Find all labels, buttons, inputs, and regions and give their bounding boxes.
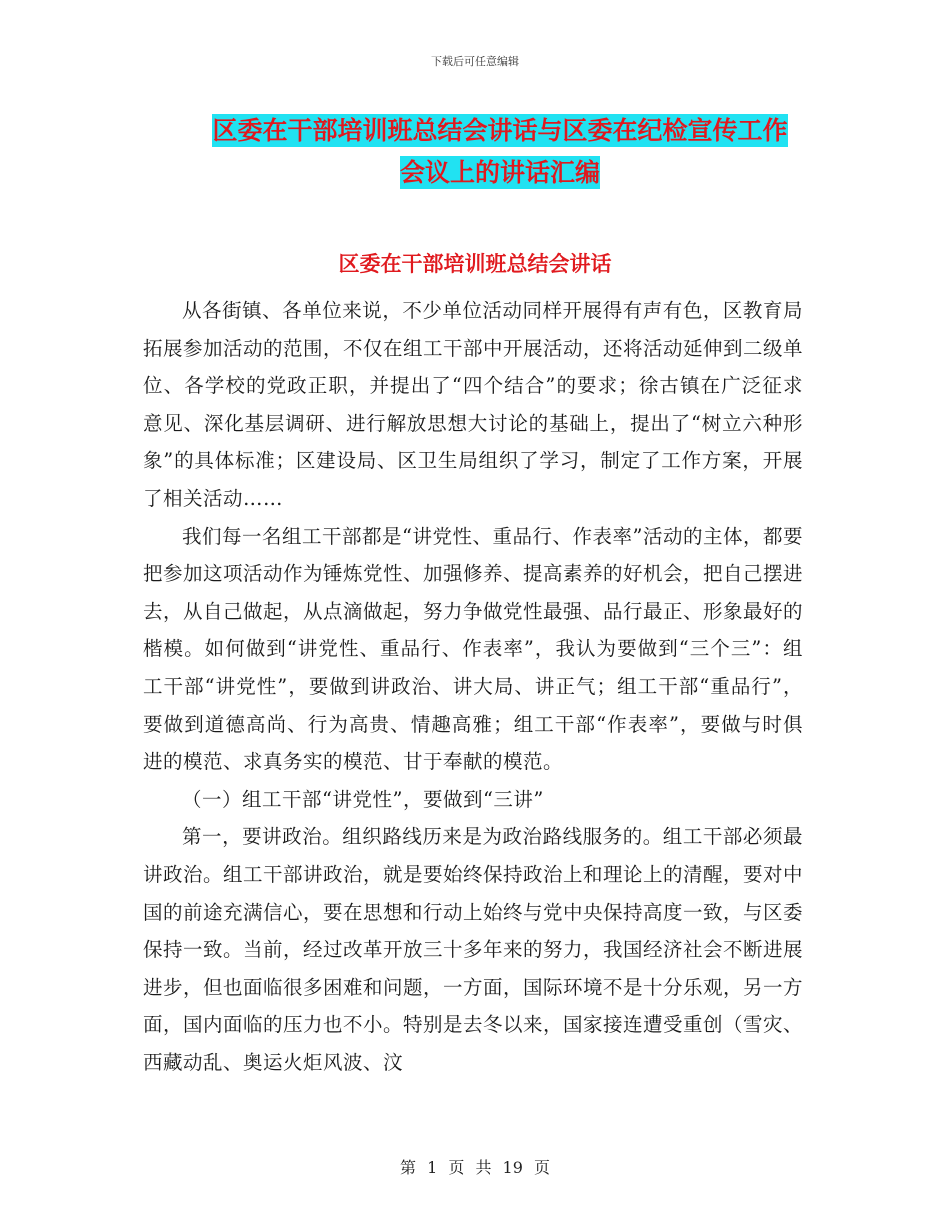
- paragraph: 第一，要讲政治。组织路线历来是为政治路线服务的。组工干部必须最讲政治。组工干部讲政治，就是要始终保持政治上和理论上的清醒，要对中国的前途充满信心，要在思想和行动上始终与党中央保持高度一致，与区委保持一致。当前，经过改革开放三十多年来的努力，我国经济社会不断进展进步，但也面临很多困难和问题，一方面，国际环境不是十分乐观，另一方面，国内面临的压力也不小。特别是去冬以来，国家接连遭受重创（雪灾、西藏动乱、奥运火炬风波、汶: [143, 825, 804, 1074]
- section-title: 区委在干部培训班总结会讲话: [338, 252, 612, 276]
- paragraph: 我们每一名组工干部都是“讲党性、重品行、作表率”活动的主体，都要把参加这项活动作为锤炼党性、加强修养、提高素养的好机会，把自己摆进去，从自己做起，从点滴做起，努力争做党性最强、品行最正、形象最好的楷模。如何做到“讲党性、重品行、作表率”，我认为要做到“三个三”：组工干部“讲党性”，要做到讲政治、讲大局、讲正气；组工干部“重品行”，要做到道德高尚、行为高贵、情趣高雅；组工干部“作表率”，要做与时俱进的模范、求真务实的模范、甘于奉献的模范。: [143, 524, 804, 774]
- document-title: [150, 110, 850, 194]
- title-line-2: 会议上的讲话汇编: [399, 158, 600, 187]
- page-footer: 第 1 页 共 19 页: [400, 1158, 550, 1177]
- header-note: 下载后可任意编辑: [431, 55, 519, 68]
- paragraph: 从各街镇、各单位来说，不少单位活动同样开展得有声有色，区教育局拓展参加活动的范围，不仅在组工干部中开展活动，还将活动延伸到二级单位、各学校的党政正职，并提出了“四个结合”的要求；徐古镇在广泛征求意见、深化基层调研、进行解放思想大讨论的基础上，提出了“树立六种形象”的具体标准；区建设局、区卫生局组织了学习，制定了工作方案，开展了相关活动……: [143, 299, 804, 510]
- title-line-1: 区委在干部培训班总结会讲话与区委在纪检宣传工作: [212, 116, 788, 145]
- body-text: [143, 292, 803, 1081]
- paragraph: （一）组工干部“讲党性”，要做到“三讲”: [182, 787, 544, 811]
